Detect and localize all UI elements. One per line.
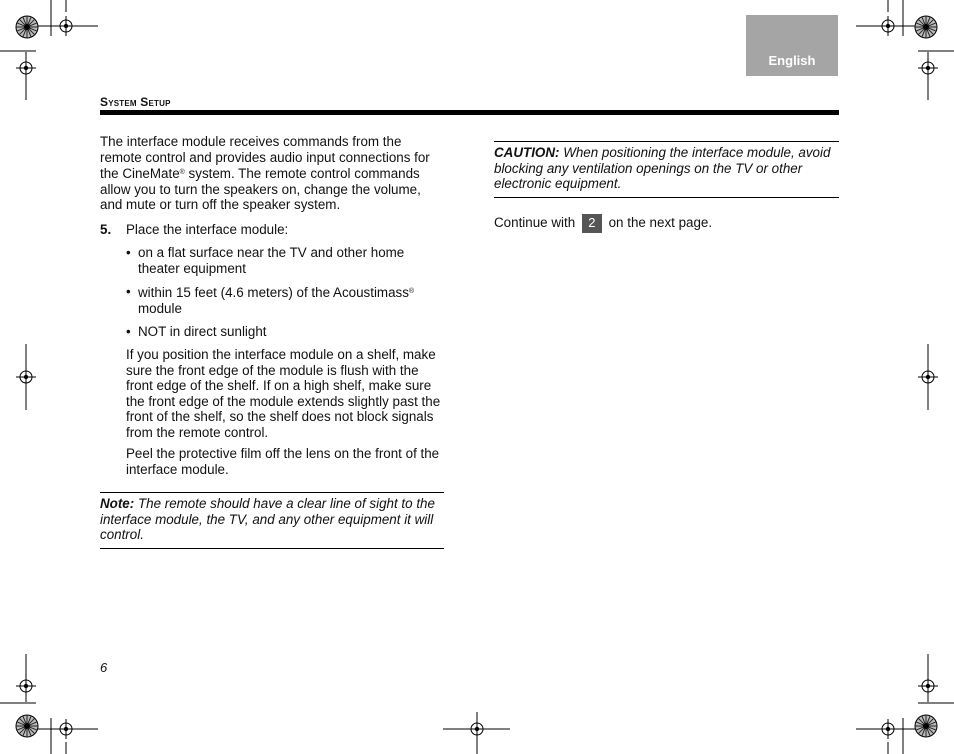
bullet-text: on a flat surface near the TV and other home theater equipment — [138, 245, 405, 276]
intro-text-after: system. The remote control commands allow you to turn the speakers on, change the volume, and mute or turn off the speaker system. — [100, 166, 421, 212]
registration-crosshair-icon — [16, 58, 36, 78]
note-text: The remote should have a clear line of sight to the interface module, the TV, and any other equipment it will control. — [100, 496, 435, 542]
registration-starburst-icon — [915, 715, 937, 737]
registered-mark: ® — [179, 169, 185, 176]
bullet-symbol: • — [126, 324, 131, 339]
registration-crosshair-icon — [918, 367, 938, 387]
page-number: 6 — [100, 660, 108, 675]
language-tab-label: English — [768, 53, 816, 68]
registration-crosshair-icon — [918, 676, 938, 696]
registration-starburst-icon — [915, 16, 937, 38]
step-number: 5. — [100, 222, 112, 237]
intro-text-before: The interface module receives commands from the remote control and provides audio input connections for the CineMate — [100, 134, 430, 181]
registration-crosshair-icon — [467, 719, 487, 739]
film-paragraph: Peel the protective film off the lens on the front of the interface module. — [126, 446, 440, 477]
registration-crosshair-icon — [918, 58, 938, 78]
continue-text-after: on the next page. — [608, 215, 713, 230]
section-title: System Setup — [100, 95, 171, 109]
registration-crosshair-icon — [16, 367, 36, 387]
continue-text-before: Continue with — [494, 215, 576, 230]
registration-crosshair-icon — [56, 719, 76, 739]
shelf-paragraph: If you position the interface module on a shelf, make sure the front edge of the module is flush with the front edge of the shelf. If on a high shelf, make sure the front edge of the module extends slightly past the front of the shelf, so the shelf does not block signals from the remote control. — [126, 347, 441, 440]
registration-crosshair-icon — [878, 16, 898, 36]
registration-crosshair-icon — [16, 676, 36, 696]
registration-crosshair-icon — [56, 16, 76, 36]
caution-label: CAUTION: — [494, 145, 560, 160]
bullet-text-before: within 15 feet (4.6 meters) of the Acoustimass — [138, 285, 409, 300]
caution-text: When positioning the interface module, avoid blocking any ventilation openings on the TV or other electronic equipment. — [494, 145, 831, 191]
bullet-text-after: module — [138, 300, 182, 316]
registration-starburst-icon — [16, 16, 38, 38]
bullet-symbol: • — [126, 284, 131, 299]
step-text: Place the interface module: — [126, 222, 289, 237]
bullet-symbol: • — [126, 245, 131, 260]
registered-mark: ® — [408, 288, 415, 295]
bullet-text: NOT in direct sunlight — [138, 324, 267, 339]
registration-crosshair-icon — [878, 719, 898, 739]
note-label: Note: — [100, 496, 135, 511]
next-step-badge[interactable]: 2 — [582, 214, 602, 233]
registration-starburst-icon — [16, 715, 38, 737]
